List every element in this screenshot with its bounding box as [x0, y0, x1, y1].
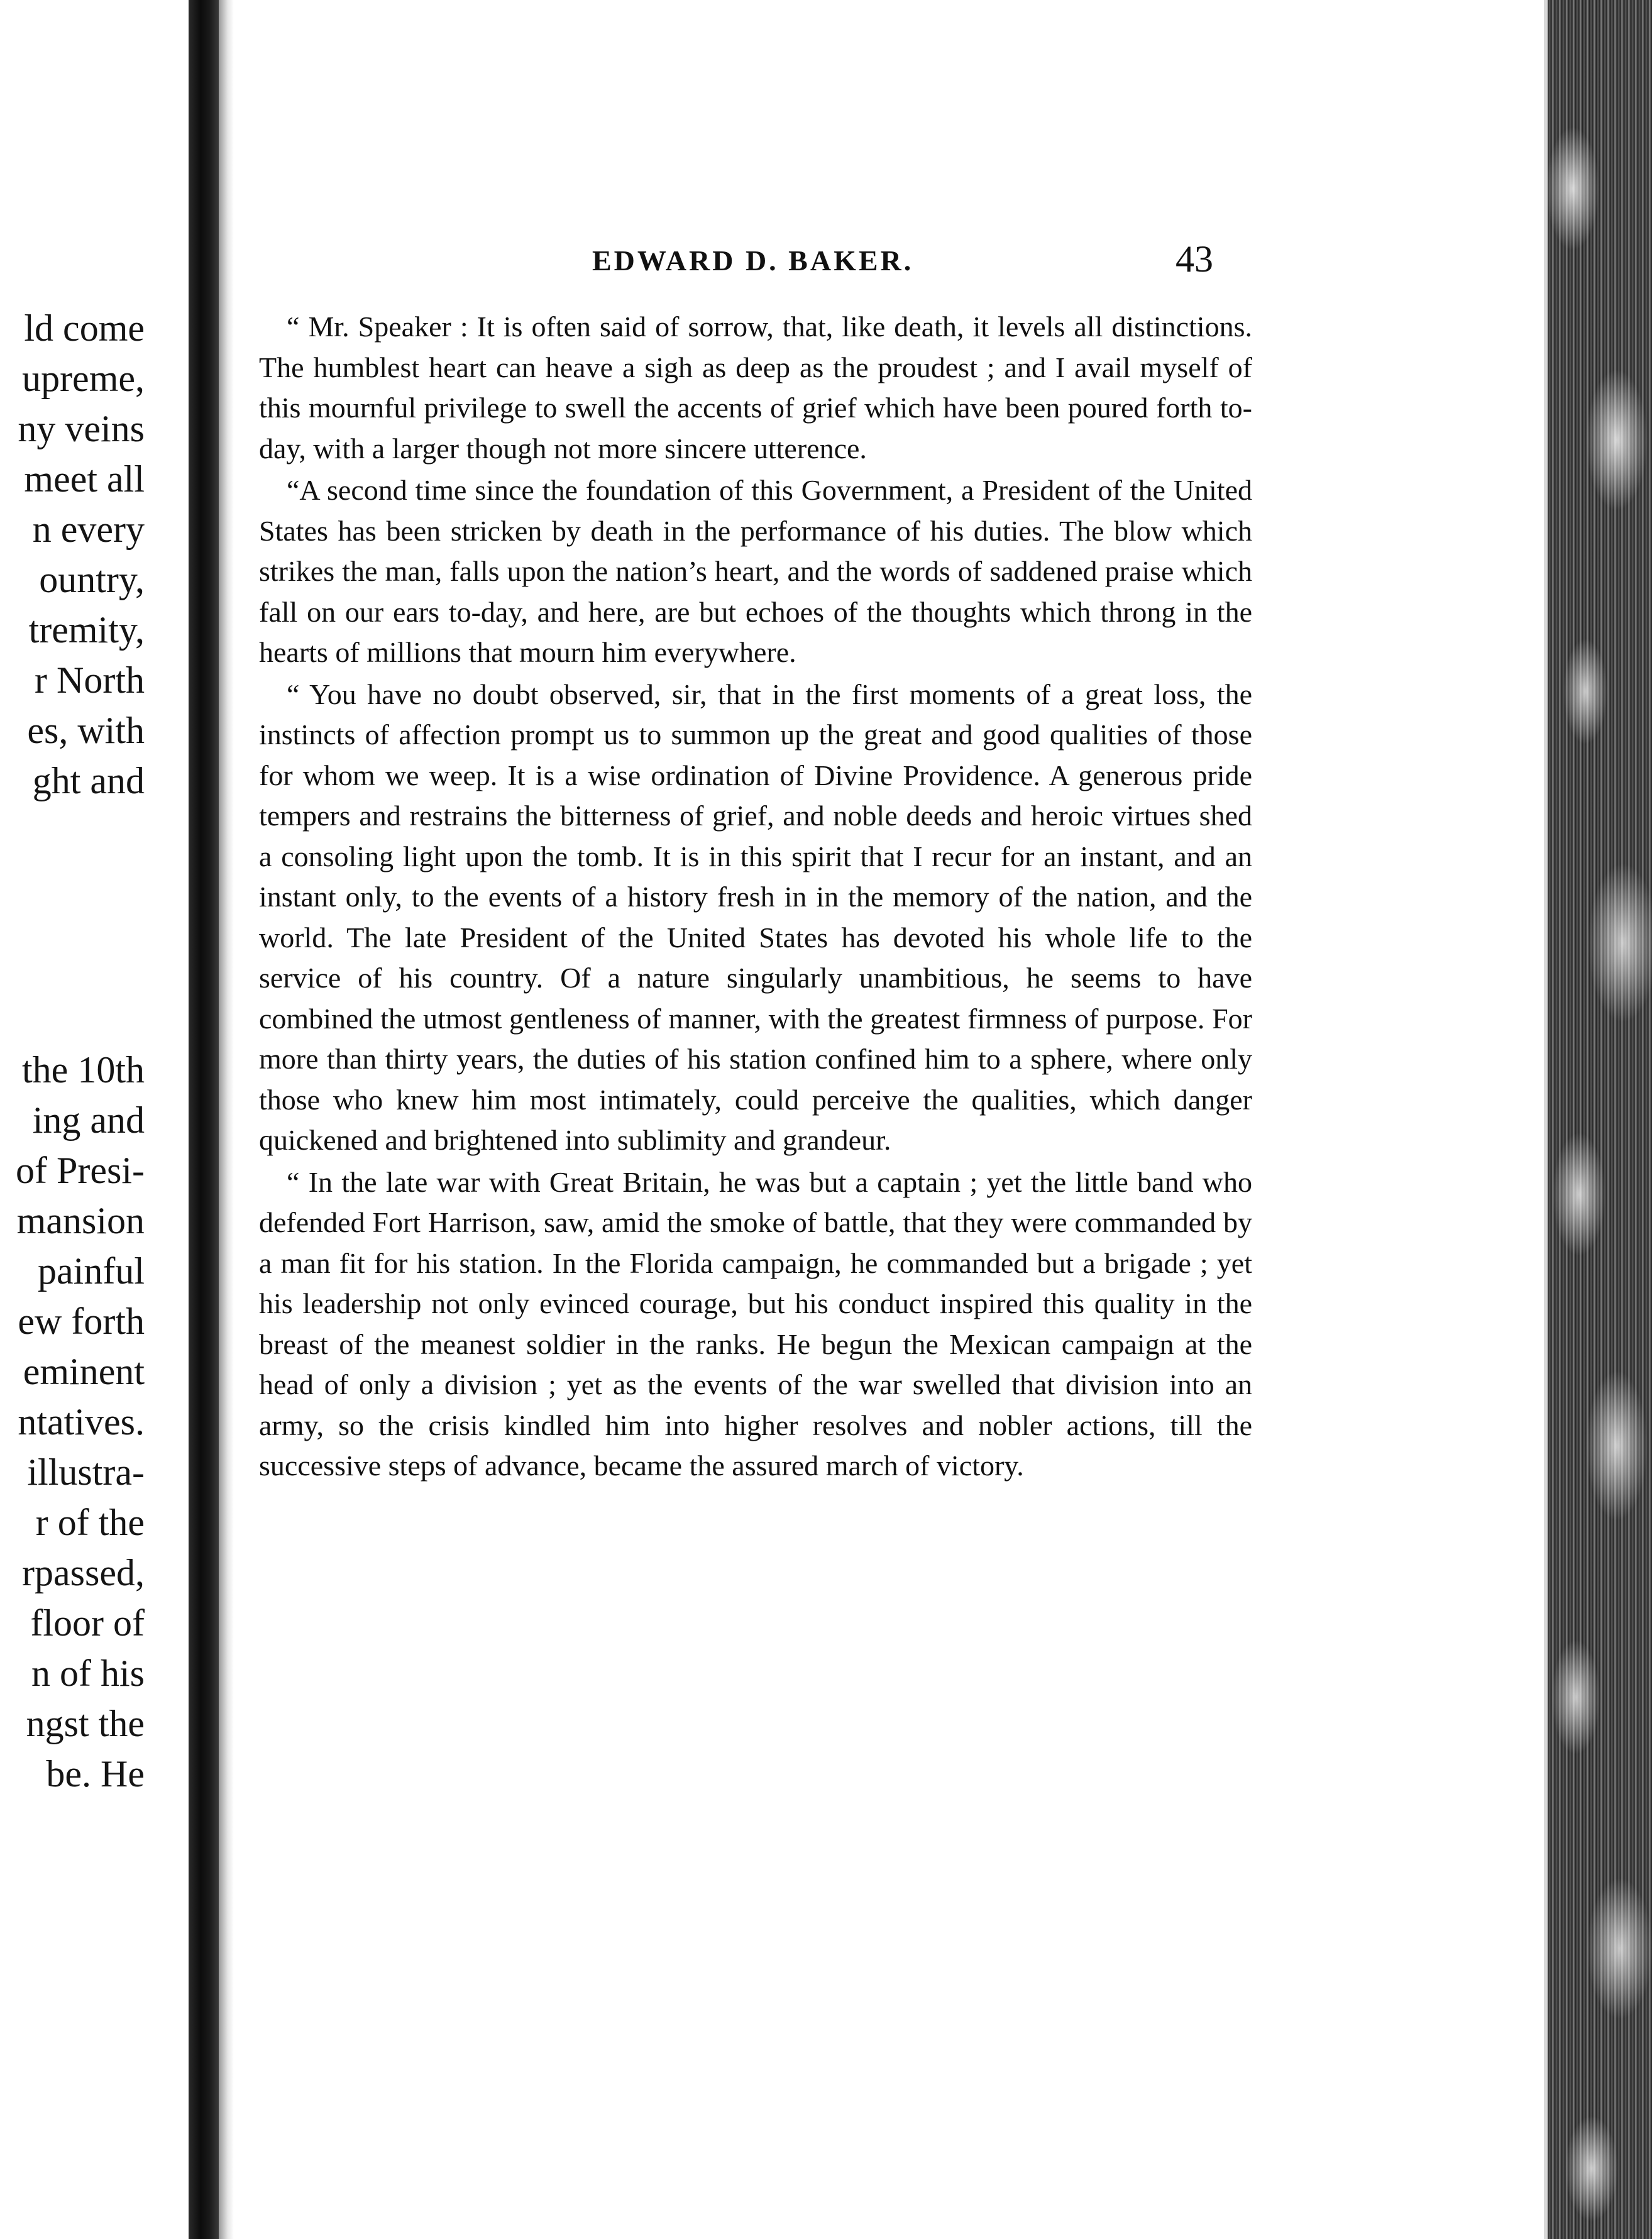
page-stack-mottle: [1548, 0, 1652, 2239]
left-page-line-fragment: r of the: [35, 1502, 145, 1543]
left-page-line-fragment: tremity,: [28, 609, 145, 651]
left-page-line-fragment: upreme,: [22, 358, 145, 399]
left-page-line-fragment: es, with: [27, 710, 145, 751]
left-page-line-fragment: be. He: [46, 1753, 145, 1795]
left-page-line-fragment: ngst the: [26, 1703, 145, 1744]
paragraph: “A second time since the foundation of this Government, a President of the United States has been stricken by death in the performance of his duties. The blow which strikes the man, falls upon the nation’s heart, and the words of saddened praise which fall on our ears to-day, and here, are but echoes of the thoughts which throng in the hearts of millions that mourn him everywhere.: [259, 474, 1252, 668]
paragraph: “ Mr. Speaker : It is often said of sorrow, that, like death, it levels all distinctions. The humblest heart can heave a sigh as deep as the proudest ; and I avail myself of this mournful privilege to swell the accents of grief which have been poured forth to-day, with a larger though not more sincere utterence.: [259, 311, 1252, 465]
left-page-line-fragment: n of his: [31, 1653, 145, 1694]
main-page: [234, 0, 1548, 2239]
left-page-line-fragment: floor of: [30, 1602, 145, 1644]
left-page-line-fragment: ing and: [32, 1099, 145, 1141]
left-page-line-fragment: ght and: [32, 760, 145, 801]
left-page-line-fragment: painful: [38, 1250, 145, 1292]
left-page-line-fragment: ountry,: [39, 559, 145, 600]
left-page-line-fragment: ny veins: [18, 408, 145, 449]
left-page-line-fragment: ew forth: [18, 1301, 145, 1342]
left-page-line-fragment: of Presi-: [16, 1150, 145, 1191]
left-page-line-fragment: the 10th: [22, 1049, 145, 1091]
binding-gutter: [189, 0, 219, 2239]
left-page-line-fragment: meet all: [24, 458, 145, 500]
left-page-line-fragment: n every: [32, 509, 145, 550]
left-facing-page: [0, 0, 189, 2239]
left-page-line-fragment: r North: [35, 659, 145, 701]
page-number: 43: [1176, 238, 1213, 280]
left-page-line-fragment: illustra-: [27, 1451, 145, 1493]
left-page-line-fragment: mansion: [16, 1200, 145, 1241]
gutter-shadow: [219, 0, 234, 2239]
paragraph: “ In the late war with Great Britain, he was but a captain ; yet the little band who defended Fort Harrison, saw, amid the smoke of battle, that they were commanded by a man fit for his station. In the Florida campaign, he commanded but a brigade ; yet his leadership not only evinced courage, but his conduct inspired this quality in the breast of the meanest soldier in the ranks. He begun the Mexican campaign at the head of only a division ; yet as the events of the war swelled that division into an army, so the crisis kindled him into higher resolves and nobler actions, till the successive steps of advance, became the assured march of victory.: [259, 1165, 1252, 1482]
left-page-line-fragment: rpassed,: [22, 1552, 145, 1593]
left-page-line-fragment: eminent: [23, 1351, 145, 1392]
paragraph: “ You have no doubt observed, sir, that in the first moments of a great loss, the instincts of affection prompt us to summon up the great and good qualities of those for whom we weep. It is a wise ordination of Divine Providence. A generous pride tempers and restrains the bitterness of grief, and noble deeds and heroic virtues shed a consoling light upon the tomb. It is in this spirit that I recur for an instant, and an instant only, to the events of a history fresh in in the memory of the nation, and the world. The late President of the United States has devoted his whole life to the service of his country. Of a nature singularly unambitious, he seems to have combined the utmost gentleness of manner, with the greatest firmness of purpose. For more than thirty years, the duties of his station confined him to a sphere, where only those who knew him most intimately, could perceive the qualities, which danger quickened and brightened into sublimity and grandeur.: [259, 678, 1252, 1156]
body-text: [259, 307, 1252, 1487]
left-page-line-fragment: ld come: [24, 307, 145, 349]
running-head: EDWARD D. BAKER.: [592, 245, 914, 277]
left-page-line-fragment: ntatives.: [18, 1401, 145, 1443]
